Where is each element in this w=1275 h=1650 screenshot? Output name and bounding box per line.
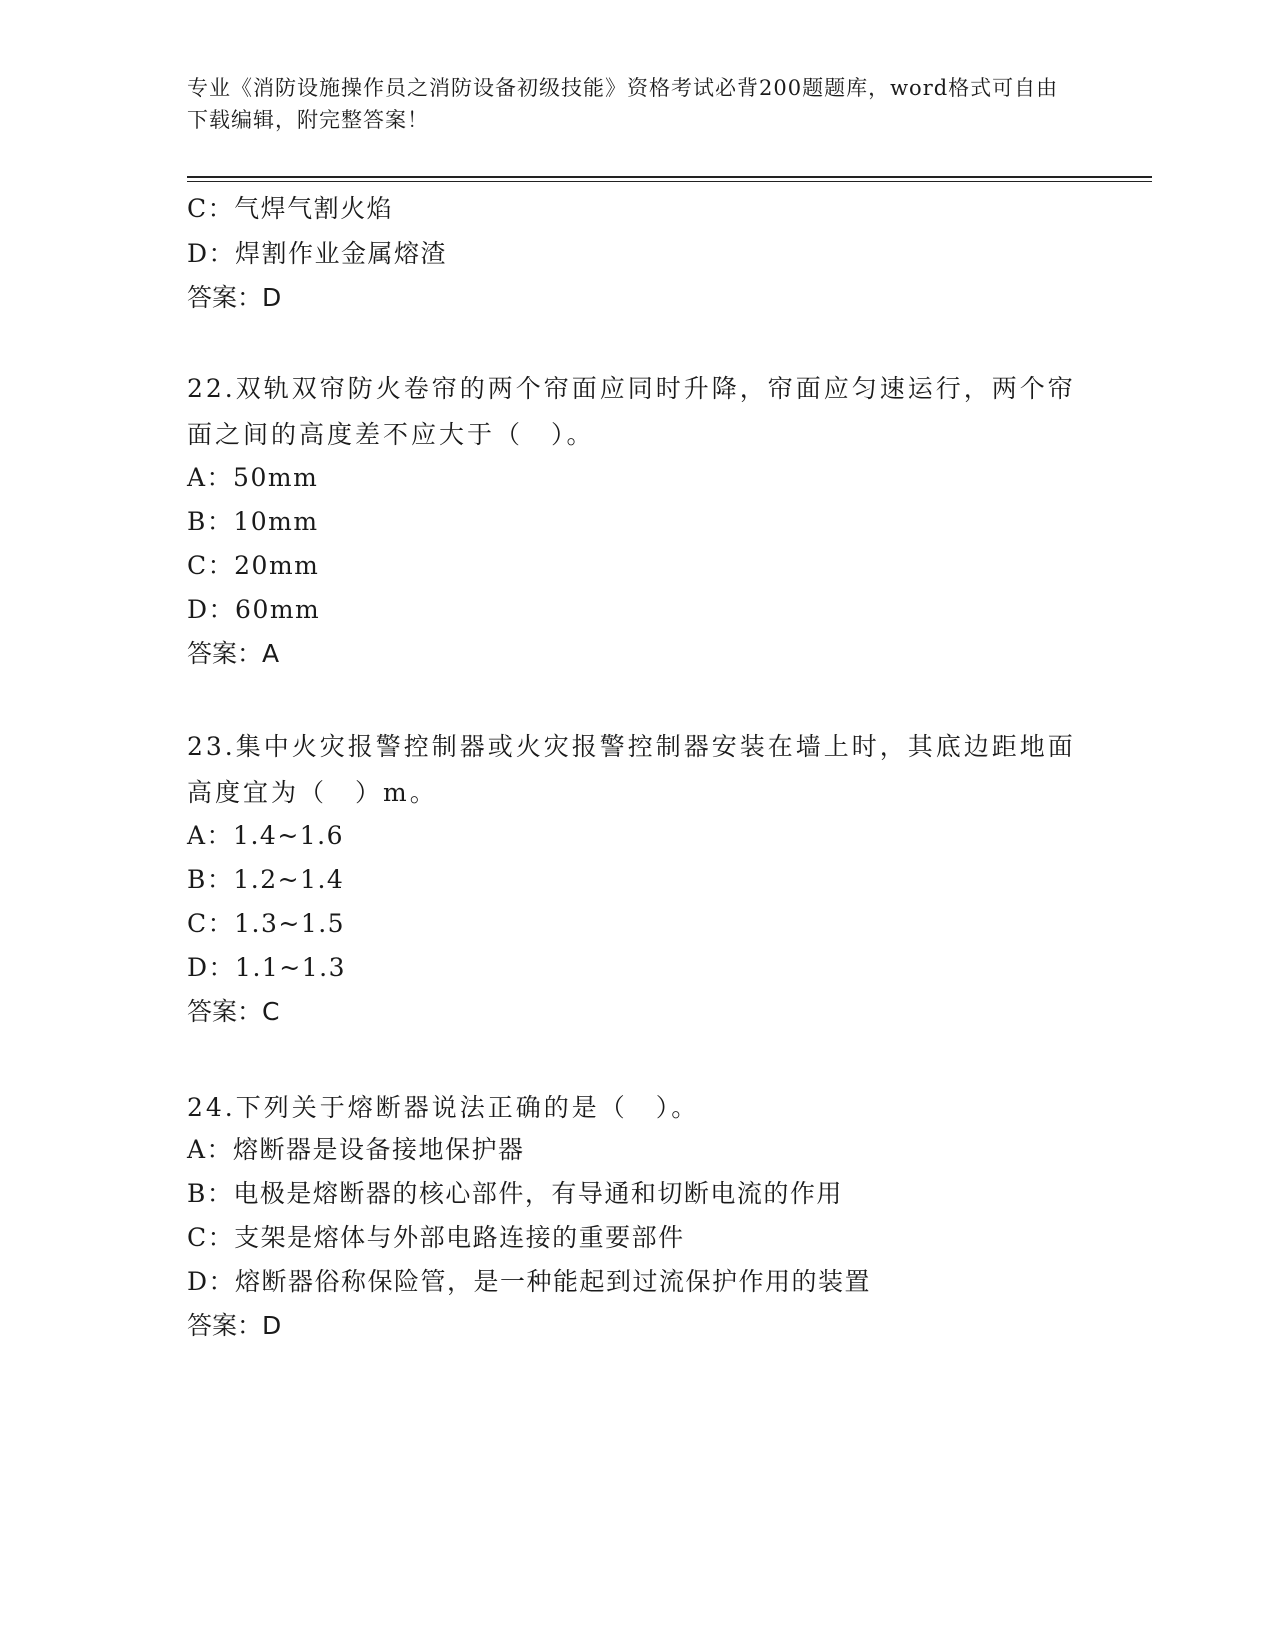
- question-24-option-a: A：熔断器是设备接地保护器: [187, 1135, 525, 1164]
- question-24-option-d: D：熔断器俗称保险管，是一种能起到过流保护作用的装置: [187, 1267, 872, 1296]
- question-22-option-b: B：10mm: [187, 507, 319, 536]
- question-24-answer: 答案：D: [187, 1311, 282, 1340]
- question-22-text: 22.双轨双帘防火卷帘的两个帘面应同时升降，帘面应匀速运行，两个帘面之间的高度差不应大于（ ）。: [187, 374, 1076, 449]
- question-23-option-b: B：1.2~1.4: [187, 865, 345, 894]
- question-23-option-d: D：1.1~1.3: [187, 953, 347, 982]
- question-24-text: 24.下列关于熔断器说法正确的是（ ）。: [187, 1093, 700, 1122]
- question-22-option-c: C：20mm: [187, 551, 320, 580]
- question-23-option-c: C：1.3~1.5: [187, 909, 346, 938]
- question-22-option-d: D：60mm: [187, 595, 321, 624]
- question-23-option-a: A：1.4~1.6: [187, 821, 345, 850]
- header-divider-thin: [187, 181, 1152, 182]
- question-23-text: 23.集中火灾报警控制器或火灾报警控制器安装在墙上时，其底边距地面高度宜为（ ）m。: [187, 732, 1076, 807]
- prev-answer: 答案：D: [187, 283, 282, 312]
- prev-option-c: C：气焊气割火焰: [187, 194, 394, 223]
- question-22-option-a: A：50mm: [187, 463, 319, 492]
- prev-option-d: D：焊割作业金属熔渣: [187, 239, 448, 268]
- question-23-answer: 答案：C: [187, 997, 280, 1026]
- question-22-answer: 答案：A: [187, 639, 280, 668]
- question-24-option-b: B：电极是熔断器的核心部件，有导通和切断电流的作用: [187, 1179, 843, 1208]
- question-24-option-c: C：支架是熔体与外部电路连接的重要部件: [187, 1223, 685, 1252]
- header-divider-thick: [187, 176, 1152, 178]
- document-header: 专业《消防设施操作员之消防设备初级技能》资格考试必背200题题库，word格式可自由下载编辑，附完整答案！: [187, 76, 1059, 132]
